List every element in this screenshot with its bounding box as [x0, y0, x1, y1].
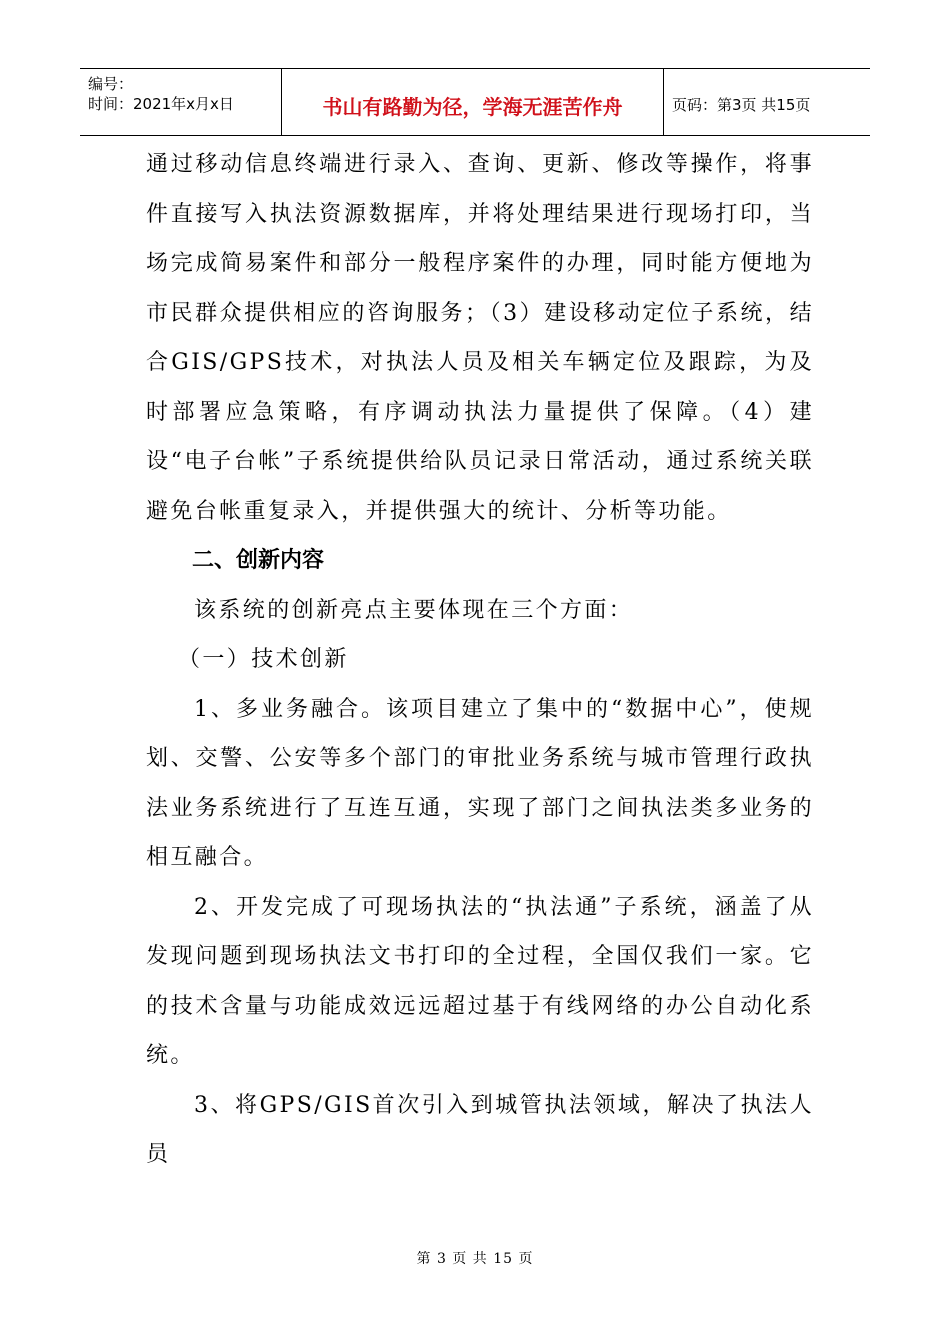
list-item-3: 3、将GPS/GIS首次引入到城管执法领域，解决了执法人员	[146, 1092, 814, 1167]
page-header	[80, 68, 870, 136]
section-heading: 二、创新内容	[192, 548, 325, 573]
number-label: 编号：	[88, 75, 134, 93]
subsection-heading: （一）技术创新	[178, 647, 349, 672]
section-intro: 该系统的创新亮点主要体现在三个方面：	[194, 597, 634, 623]
header-info-cell	[80, 69, 282, 135]
document-body	[146, 140, 814, 1180]
list-item-2: 2、开发完成了可现场执法的“执法通”子系统，涵盖了从发现问题到现场执法文书打印的全过程，全国仅我们一家。它的技术含量与功能成效远远超过基于有线网络的办公自动化系统。	[146, 894, 814, 1068]
header-motto-cell	[282, 69, 664, 135]
page-footer: 第 3 页 共 15 页	[416, 1251, 534, 1267]
page-code: 页码：第3页 共15页	[672, 96, 811, 114]
time-label: 时间：2021年x月x日	[88, 95, 234, 113]
list-item-1: 1、多业务融合。该项目建立了集中的“数据中心”，使规划、交警、公安等多个部门的审批业务系统与城市管理行政执法业务系统进行了互连互通，实现了部门之间执法类多业务的相互融合。	[146, 696, 814, 870]
motto-text: 书山有路勤为径，学海无涯苦作舟	[322, 95, 623, 119]
paragraph-continued: 通过移动信息终端进行录入、查询、更新、修改等操作，将事件直接写入执法资源数据库，并将处理结果进行现场打印，当场完成简易案件和部分一般程序案件的办理，同时能方便地为市民群众提供相应的咨询服务；（3）建设移动定位子系统，结合GIS/GPS技术，对执法人员及相关车辆定位及跟踪，为及时部署应急策略，有序调动执法力量提供了保障。（4）建设“电子台帐”子系统提供给队员记录日常活动，通过系统关联避免台帐重复录入，并提供强大的统计、分析等功能。	[146, 152, 814, 524]
header-page-cell	[664, 69, 870, 135]
